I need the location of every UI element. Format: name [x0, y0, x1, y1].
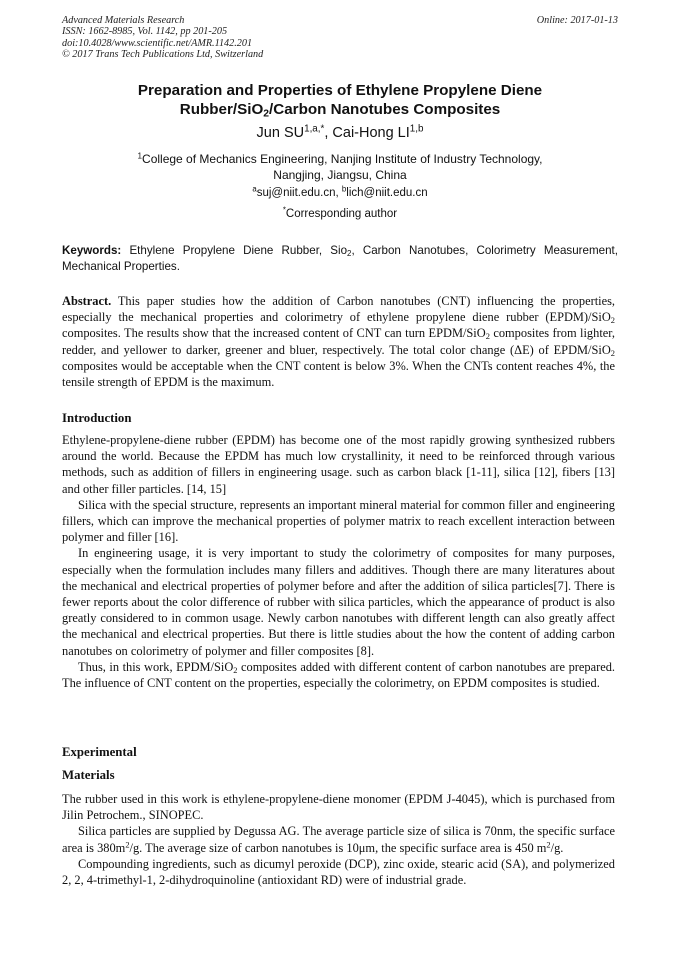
intro-paragraph-1: Ethylene-propylene-diene rubber (EPDM) has become one of the most rapidly growing synthesized rubbers around the world. Because the EPDM has much low crystallinity, it need to be reinforced through various methods, such as addition of fillers in engineering usage. such as carbon black [1-11], silica [12], fibers [13] and other filler particles. [14, 15] [62, 433, 615, 496]
title-line-1: Preparation and Properties of Ethylene Propylene Diene [137, 82, 543, 99]
title-text: Rubber/SiO [179, 101, 264, 118]
corresponding-text: Corresponding author [285, 208, 398, 220]
paper-title [62, 81, 618, 119]
materials-text: /g. [550, 840, 564, 855]
email-marker: a [252, 184, 257, 194]
title-subscript: 2 [263, 108, 270, 120]
keywords-subscript: 2 [347, 248, 352, 258]
materials-paragraph-3: Compounding ingredients, such as dicumyl peroxide (DCP), zinc oxide, stearic acid (SA), and polymerized 2, 2, 4-trimethyl-1, 2-dihydroquinoline (antioxidant RD) were of industrial grade. [62, 856, 615, 888]
affiliation-marker: 1 [137, 151, 143, 161]
title-text: /Carbon Nanotubes Composites [269, 101, 501, 118]
journal-header [62, 15, 618, 61]
journal-name: Advanced Materials Research [62, 15, 185, 26]
author-superscript: 1,b [409, 123, 424, 135]
intro-paragraph-4 [62, 659, 615, 691]
email-link[interactable]: suj@niit.edu.cn, [256, 187, 342, 199]
abstract-text: This paper studies how the addition of Carbon nanotubes (CNT) influencing the properties, especially the mechanical properties and colorimetry of ethylene propylene diene rubber (EPDM)/SiO [62, 294, 615, 325]
intro-subscript: 2 [233, 664, 238, 675]
materials-subheading: Materials [62, 768, 115, 782]
abstract-text: composites. The results show that the increased content of CNT can turn EPDM/SiO [62, 326, 486, 341]
journal-copyright: © 2017 Trans Tech Publications Ltd, Switzerland [62, 49, 264, 61]
keywords [62, 243, 618, 275]
materials-text: /g. The average size of carbon nanotubes is 10μm, the specific surface area is 450 m [129, 840, 547, 855]
abstract [62, 293, 615, 390]
experimental-heading: Experimental [62, 745, 137, 759]
affiliation [62, 151, 618, 183]
materials-text: Silica particles are supplied by Degussa AG. The average particle size of silica is 70nm, the specific surface area is 380m [62, 824, 615, 855]
email-link[interactable]: lich@niit.edu.cn [346, 187, 428, 199]
introduction-section [62, 432, 615, 691]
intro-paragraph-3: In engineering usage, it is very important to study the colorimetry of composites for many purposes, especially when the formulation includes many fillers and additives. Though there are many literatures about the mechanical and electrical properties of polymer before and after the addition of silica particles[7]. There is fewer reports about the color difference of rubber with silica particles, which the appearance of product is also greatly considered to in common usage. Newly carbon nanotubes with different length can also greatly affect the mechanical and electrical properties. But there is little studies about the how the content of adding carbon nanotubes on colorimetry of polymer and filler composites [8]. [62, 546, 615, 658]
affiliation-line-2: Nangjing, Jiangsu, China [273, 168, 407, 182]
title-line-2 [62, 100, 618, 119]
author-list [62, 124, 618, 142]
keywords-text: , Carbon Nanotubes, Colorimetry Measurement, Mechanical Properties. [62, 244, 618, 273]
abstract-subscript: 2 [485, 331, 490, 342]
online-date: Online: 2017-01-13 [536, 15, 618, 26]
intro-text: Thus, in this work, EPDM/SiO [78, 659, 234, 674]
intro-paragraph-2: Silica with the special structure, represents an important mineral material for common filler and engineering fillers, which can improve the mechanical properties of polymer matrix to reach excellent interaction between polymer and filler [16]. [62, 497, 615, 545]
journal-doi: doi:10.4028/www.scientific.net/AMR.1142.201 [62, 37, 253, 49]
abstract-label: Abstract. [62, 294, 112, 308]
keywords-text: Ethylene Propylene Diene Rubber, Sio [121, 244, 348, 257]
keywords-label: Keywords: [62, 244, 122, 257]
abstract-text: composites from lighter, redder, and yellower to darker, greener and bluer, respectively. The total color change (ΔE) of EPDM/SiO [62, 326, 615, 357]
materials-paragraph-1: The rubber used in this work is ethylene-propylene-diene monomer (EPDM J-4045), which is purchased from Jilin Petrochem., SINOPEC. [62, 792, 615, 823]
abstract-subscript: 2 [610, 315, 615, 326]
materials-paragraph-2 [62, 823, 615, 855]
email-marker: b [341, 184, 347, 194]
intro-text: composites added with different content of carbon nanotubes are prepared. The influence of CNT content on the properties, especially the colorimetry, on EPDM composites is studied. [62, 659, 615, 691]
abstract-text: composites would be acceptable when the CNT content is below 3%. When the CNTs content reaches 4%, the tensile strength of EPDM is the maximum. [62, 358, 615, 390]
author-name: Cai-Hong LI [332, 125, 410, 141]
affiliation-text: College of Mechanics Engineering, Nanjing Institute of Industry Technology, [142, 152, 543, 166]
materials-superscript: 2 [546, 838, 551, 849]
author-separator: , [324, 125, 333, 141]
corresponding-marker: * [282, 205, 286, 215]
corresponding-author-note [62, 207, 618, 222]
author-name: Jun SU [256, 125, 305, 141]
materials-superscript: 2 [125, 838, 130, 849]
author-superscript: 1,a,* [304, 123, 325, 135]
abstract-paragraph [62, 293, 615, 390]
affiliation-line-1 [62, 151, 618, 167]
abstract-subscript: 2 [610, 347, 615, 358]
author-emails [62, 186, 618, 201]
journal-issn: ISSN: 1662-8985, Vol. 1142, pp 201-205 [62, 26, 228, 38]
introduction-heading: Introduction [62, 411, 132, 425]
materials-section [62, 791, 615, 888]
